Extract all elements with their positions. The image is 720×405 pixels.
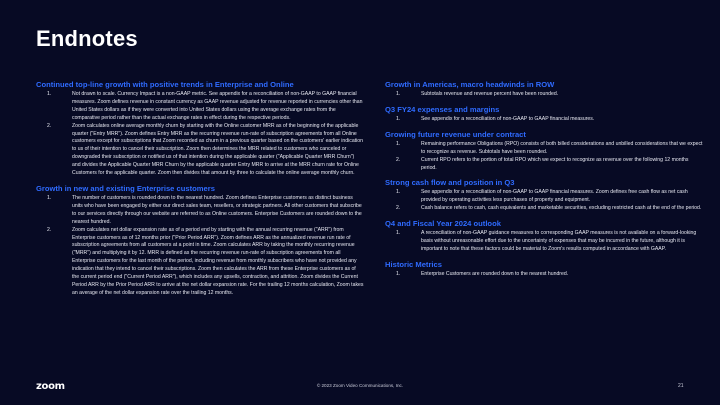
- endnote-text: Not drawn to scale. Currency Impact is a non-GAAP metric. See appendix for a reconciliation of non-GAAP to GAAP financial measures. Zoom defines revenue in constant currency as GAAP revenue adjusted for revenue reported in currencies other than United States dollars as if they were converted into United States dollars using the average exchange rates from the comparative period rather than the actual exchange rates in effect during the respective periods.: [72, 91, 363, 121]
- endnote-item: [36, 123, 364, 178]
- copyright-text: © 2023 Zoom Video Communications, Inc.: [316, 383, 404, 388]
- endnote-text: The number of customers is rounded down to the nearest hundred. Zoom defines Enterprise customers as distinct business units who have been engaged by either our direct sales team, resellers, or strategic partners. All other customers that subscribe to our services directly through our website are referred to as Online customers. Enterprise Customers are rounded down to the nearest hundred.: [72, 194, 362, 225]
- section-heading: Strong cash flow and position in Q3: [385, 178, 515, 188]
- endnote-text: Current RPO refers to the portion of total RPO which we expect to recognize as revenue over the following 12 months period.: [421, 156, 689, 171]
- endnote-number: 1.: [47, 91, 52, 97]
- endnote-item: [36, 227, 364, 298]
- section-heading: Historic Metrics: [385, 259, 442, 269]
- endnote-text: Cash balance refers to cash, cash equivalents and marketable securities, excluding restricted cash at the end of the period.: [421, 205, 702, 212]
- endnote-list: [385, 189, 703, 213]
- endnote-item: [36, 195, 364, 227]
- page-number: 21: [678, 383, 684, 389]
- right-column: [385, 80, 703, 285]
- endnote-number: 2.: [47, 122, 52, 129]
- endnote-section: [385, 130, 703, 173]
- endnote-text: Zoom calculates net dollar expansion rate as of a period end by starting with the annual recurring revenue ("ARR") from Enterprise customers as of 12 months prior ("Prior Period ARR"). Zoom defines ARR as the annualized revenue run rate of subscription agreements from all customers at a point in time. Zoom calculates ARR by taking the monthly recurring revenue ("MRR") and multiplying it by 12. MRR is defined as the recurring revenue run-rate of subscription agreements from all Enterprise customers for the last month of the period, including revenue from monthly subscribers who have not provided any indication that they intend to cancel their subscriptions. Zoom then calculates the ARR from these Enterprise customers as of the current period end ("Current Period ARR"), which includes any upsells, contraction, and attrition. Zoom divides the Current Period ARR by the Prior Period ARR to arrive at the net dollar expansion rate. For the trailing 12 months calculation, Zoom takes an average of the net dollar expansion rate over the trailing 12 months.: [72, 226, 364, 296]
- endnote-number: 1.: [396, 115, 401, 122]
- endnote-item: [385, 157, 703, 173]
- endnote-item: [385, 141, 703, 157]
- endnote-item: [385, 116, 703, 124]
- endnote-text: Remaining performance Obligations (RPO) consists of both billed considerations and unbilled considerations that we expect to recognize as revenue. Subtotals have been rounded.: [421, 140, 703, 155]
- endnote-section: [385, 105, 703, 124]
- endnote-number: 1.: [396, 230, 401, 237]
- endnote-text: See appendix for a reconciliation of non-GAAP to GAAP financial measures.: [421, 115, 595, 122]
- section-heading: Growth in Americas, macro headwinds in ROW: [385, 80, 555, 89]
- endnote-section: [385, 80, 703, 99]
- endnote-list: [36, 195, 364, 298]
- endnote-section: [385, 178, 703, 213]
- endnote-number: 2.: [47, 226, 52, 233]
- section-heading: Q4 and Fiscal Year 2024 outlook: [385, 219, 501, 229]
- left-column: [36, 80, 364, 304]
- section-heading: Q3 FY24 expenses and margins: [385, 104, 500, 114]
- endnote-list: [385, 141, 703, 173]
- endnote-list: [385, 230, 703, 254]
- endnote-text: A reconciliation of non-GAAP guidance measures to corresponding GAAP measures is not available on a forward-looking basis without unreasonable effort due to the uncertainty of expenses that may be incurred in the future, although it is important to note that these factors could be material to Zoom's results computed in accordance with GAAP.: [421, 230, 697, 252]
- page-title: Endnotes: [36, 26, 138, 51]
- endnote-text: See appendix for a reconciliation of non-GAAP to GAAP financial measures. Zoom defines free cash flow as net cash provided by operating activities less purchases of property and equipment.: [421, 189, 688, 204]
- endnote-item: [385, 91, 703, 99]
- endnote-number: 1.: [47, 194, 52, 201]
- endnote-item: [385, 230, 703, 254]
- endnote-section: [385, 260, 703, 279]
- endnote-item: [36, 91, 364, 123]
- section-heading: Continued top-line growth with positive trends in Enterprise and Online: [36, 80, 294, 89]
- endnote-item: [385, 205, 703, 213]
- section-heading: Growth in new and existing Enterprise customers: [36, 183, 215, 193]
- endnote-section: [36, 184, 364, 298]
- section-heading: Growing future revenue under contract: [385, 129, 526, 139]
- endnote-number: 2.: [396, 205, 401, 212]
- endnote-item: [385, 189, 703, 205]
- endnote-number: 1.: [396, 189, 401, 196]
- endnote-text: Zoom calculates online average monthly churn by starting with the Online customer MRR as of the beginning of the applicable quarter ("Entry MRR"). Zoom defines Entry MRR as the recurring revenue run-rate of subscription agreements from all Online customers except for subscriptions that Zoom recorded as churn in a previous quarter based on the customers' earlier indication to us of their intention to cancel their subscription. Zoom then determines the MRR related to customers who canceled or downgraded their subscription or notified us of that intention during the applicable quarter ("Applicable Quarter MRR Churn") and divides the Applicable Quarter MRR Churn by the applicable quarter Entry MRR to arrive at the MRR churn rate for Online Customers for the applicable quarter. Zoom then divides that amount by three to calculate the online average monthly churn.: [72, 122, 364, 177]
- endnote-list: [36, 91, 364, 178]
- endnote-list: [385, 271, 703, 279]
- endnote-number: 1.: [396, 270, 401, 277]
- endnote-text: Enterprise Customers are rounded down to the nearest hundred.: [421, 270, 569, 277]
- endnote-number: 1.: [396, 140, 401, 147]
- endnote-section: [385, 219, 703, 254]
- endnote-number: 1.: [396, 91, 401, 97]
- endnote-list: [385, 116, 703, 124]
- endnote-item: [385, 271, 703, 279]
- endnote-list: [385, 91, 703, 99]
- zoom-logo: zoom: [36, 381, 65, 392]
- endnote-text: Subtotals revenue and revenue percent have been rounded.: [421, 91, 559, 97]
- endnote-number: 2.: [396, 156, 401, 163]
- endnote-section: [36, 80, 364, 178]
